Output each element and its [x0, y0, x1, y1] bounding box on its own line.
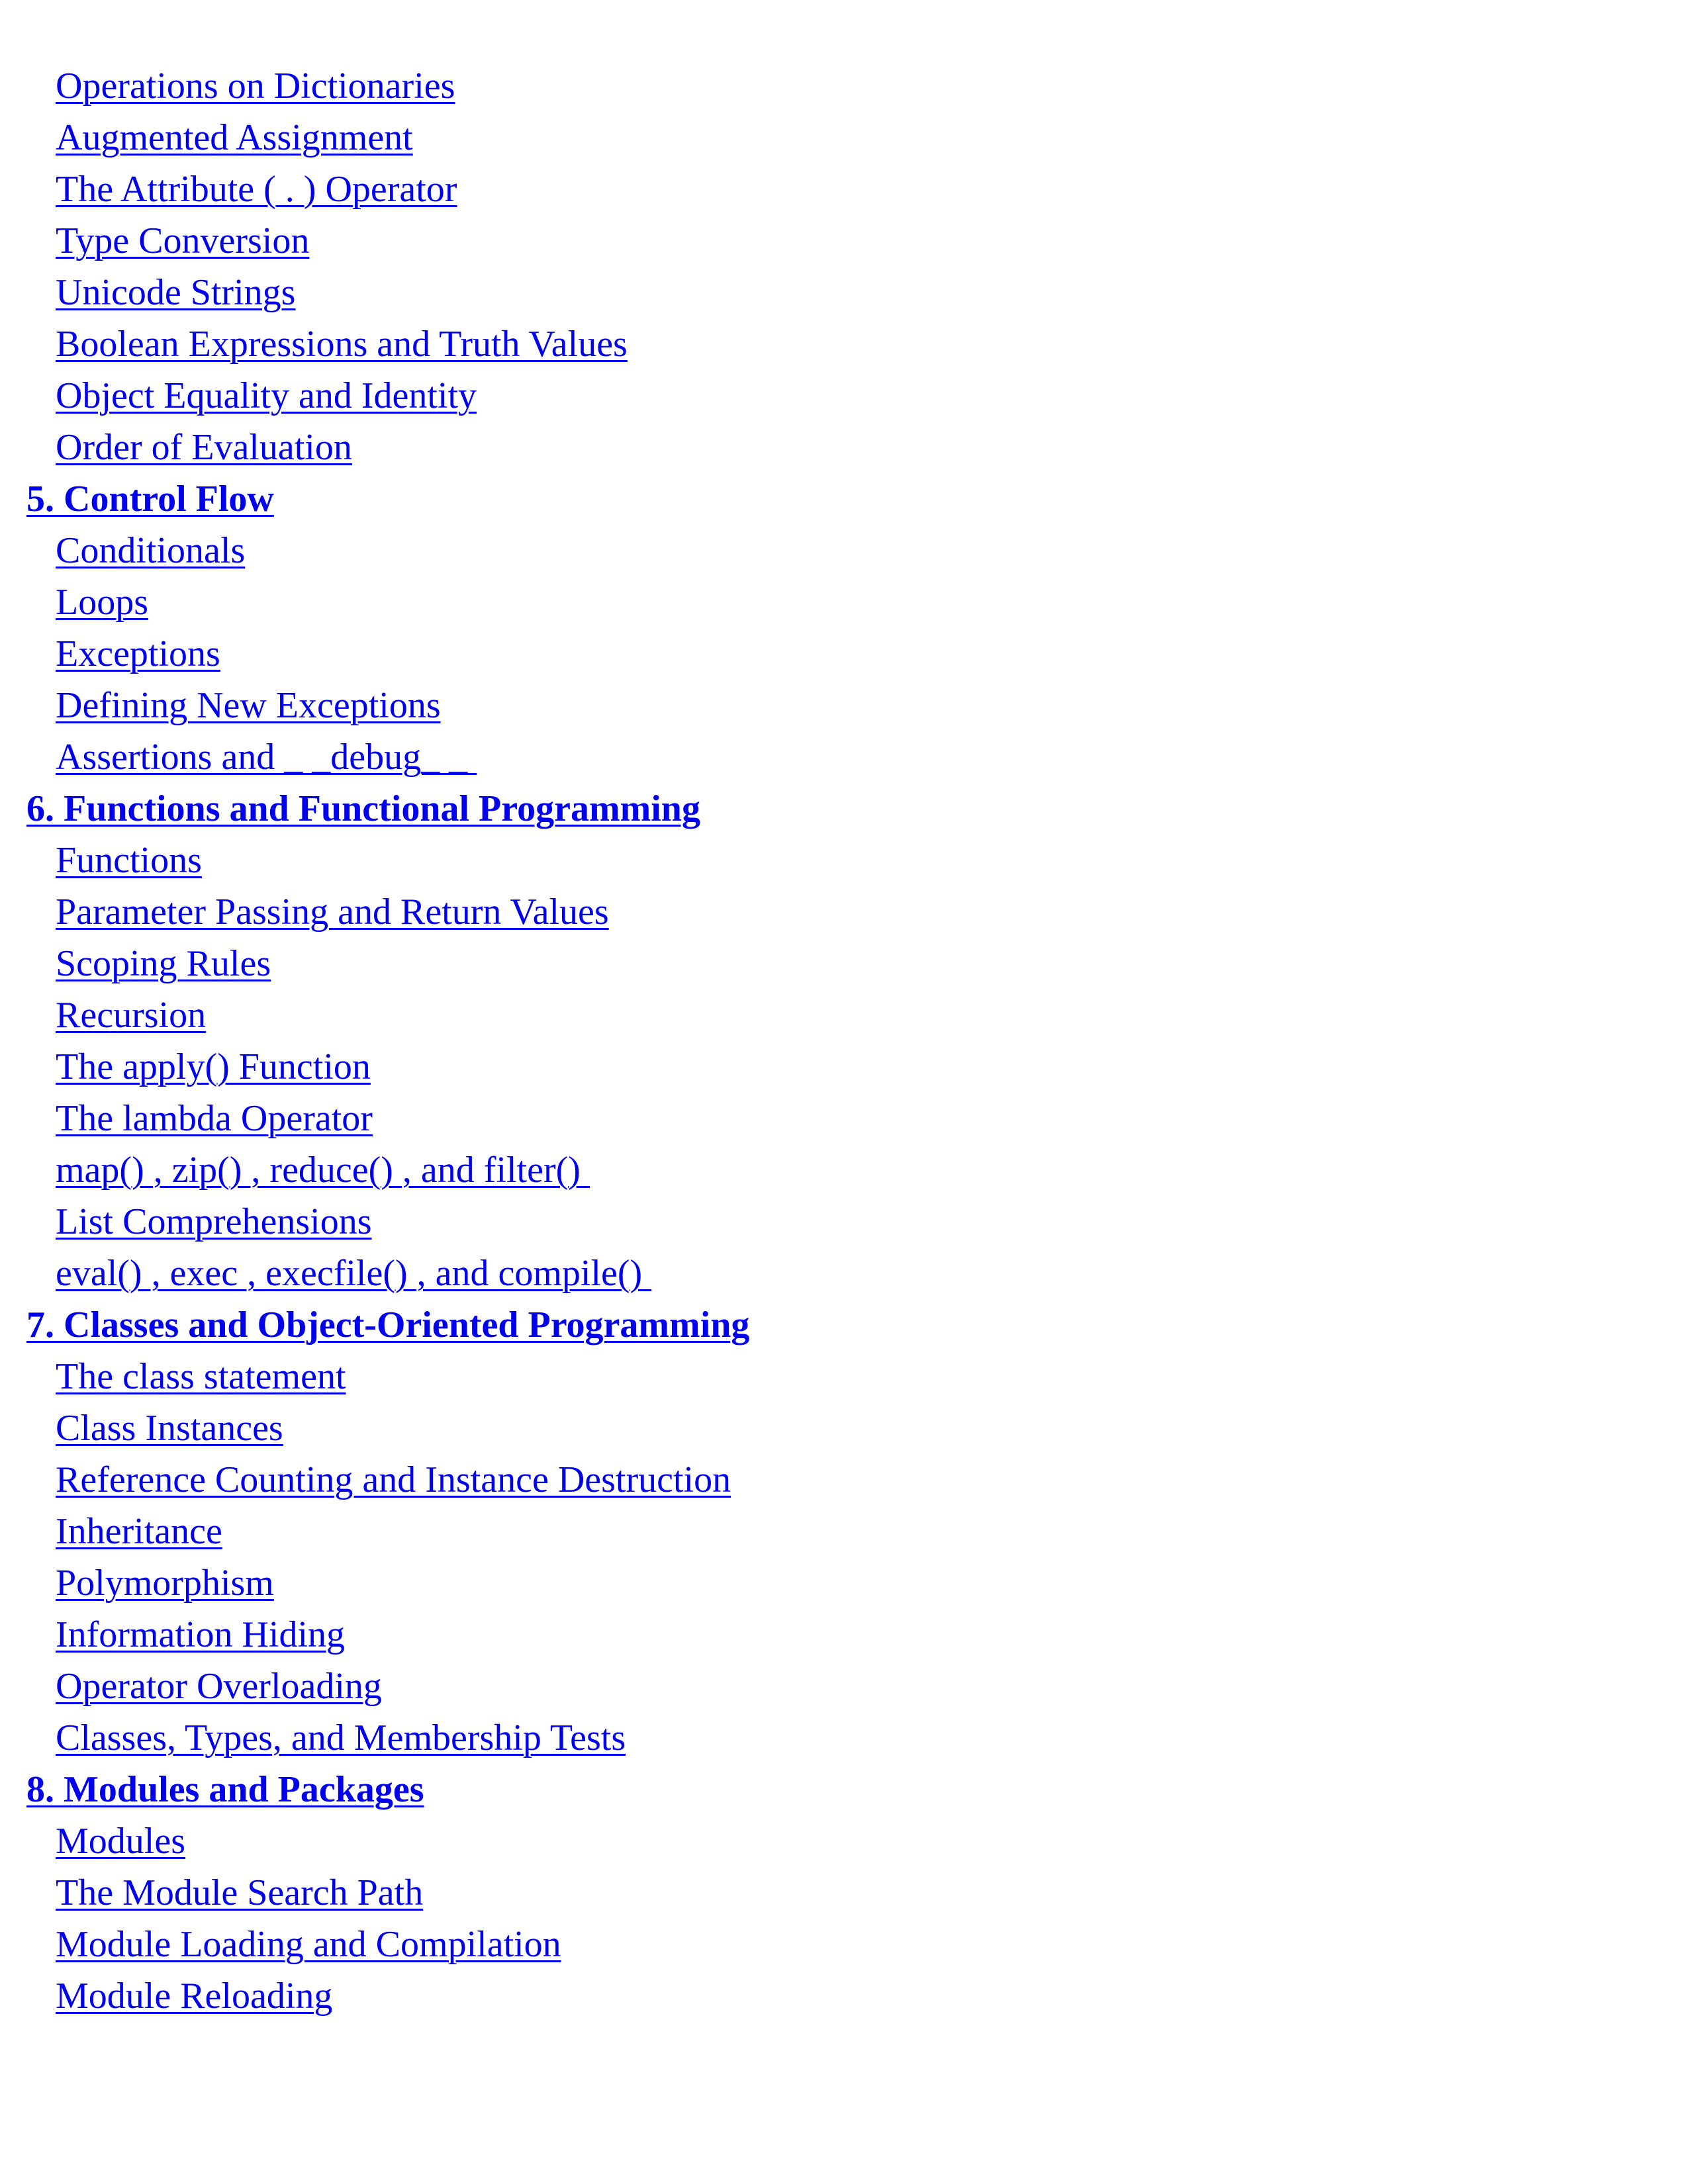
- toc-section-item: [26, 1820, 1615, 1872]
- toc-section-item: [26, 1252, 1615, 1304]
- toc-section-link[interactable]: Assertions and _ _debug_ _: [56, 737, 477, 778]
- toc-section-link[interactable]: eval() , exec , execfile() , and compile(): [56, 1253, 652, 1294]
- toc-section-item: [26, 375, 1615, 426]
- toc-chapter-item: [26, 1768, 1615, 1820]
- toc-section-item: [26, 116, 1615, 168]
- toc-section-link[interactable]: Object Equality and Identity: [56, 375, 477, 416]
- toc-section-item: [26, 942, 1615, 994]
- toc-section-item: [26, 168, 1615, 220]
- toc-section-item: [26, 1923, 1615, 1975]
- toc-section-item: [26, 1201, 1615, 1252]
- toc-section-link[interactable]: map() , zip() , reduce() , and filter(): [56, 1150, 590, 1191]
- toc-section-item: [26, 581, 1615, 633]
- toc-chapter-item: [26, 478, 1615, 529]
- toc-section-link[interactable]: The lambda Operator: [56, 1098, 373, 1139]
- toc-section-item: [26, 1562, 1615, 1614]
- toc-section-item: [26, 1046, 1615, 1097]
- toc-section-link[interactable]: Scoping Rules: [56, 943, 271, 984]
- toc-chapter-link[interactable]: 6. Functions and Functional Programming: [26, 788, 700, 829]
- toc-section-link[interactable]: Type Conversion: [56, 220, 310, 261]
- toc-section-item: [26, 839, 1615, 891]
- toc-section-item: [26, 1614, 1615, 1665]
- toc-section-link[interactable]: Exceptions: [56, 633, 220, 674]
- toc-section-link[interactable]: Defining New Exceptions: [56, 685, 441, 726]
- toc-section-link[interactable]: Augmented Assignment: [56, 117, 413, 158]
- toc-chapter-link[interactable]: 8. Modules and Packages: [26, 1769, 424, 1810]
- toc-section-item: [26, 1975, 1615, 2026]
- toc-section-link[interactable]: Class Instances: [56, 1408, 283, 1449]
- toc-chapter-link[interactable]: 7. Classes and Object-Oriented Programming: [26, 1304, 750, 1345]
- toc-section-link[interactable]: Order of Evaluation: [56, 427, 352, 468]
- toc-section-item: [26, 1872, 1615, 1923]
- toc-section-item: [26, 1407, 1615, 1459]
- toc-section-item: [26, 1149, 1615, 1201]
- toc-section-item: [26, 65, 1615, 116]
- toc-section-link[interactable]: Reference Counting and Instance Destruction: [56, 1459, 731, 1500]
- toc-section-item: [26, 736, 1615, 788]
- toc-section-link[interactable]: Module Loading and Compilation: [56, 1924, 561, 1965]
- toc-chapter-item: [26, 788, 1615, 839]
- toc-section-item: [26, 1717, 1615, 1768]
- toc-section-link[interactable]: Modules: [56, 1821, 185, 1862]
- toc-section-item: [26, 1097, 1615, 1149]
- toc-section-item: [26, 1355, 1615, 1407]
- toc-section-item: [26, 891, 1615, 942]
- toc-section-link[interactable]: The Module Search Path: [56, 1872, 424, 1913]
- toc-section-item: [26, 529, 1615, 581]
- toc-section-link[interactable]: Parameter Passing and Return Values: [56, 891, 609, 933]
- toc-section-item: [26, 1459, 1615, 1510]
- toc-section-link[interactable]: Information Hiding: [56, 1614, 346, 1655]
- toc-section-item: [26, 1665, 1615, 1717]
- toc-section-item: [26, 684, 1615, 736]
- toc-section-item: [26, 323, 1615, 375]
- toc-section-item: [26, 220, 1615, 271]
- toc-section-link[interactable]: Classes, Types, and Membership Tests: [56, 1717, 626, 1758]
- toc-section-link[interactable]: Polymorphism: [56, 1563, 274, 1604]
- toc-chapter-item: [26, 1304, 1615, 1355]
- toc-section-item: [26, 271, 1615, 323]
- toc-section-link[interactable]: The apply() Function: [56, 1046, 371, 1087]
- toc-section-link[interactable]: Operator Overloading: [56, 1666, 382, 1707]
- toc-section-link[interactable]: Operations on Dictionaries: [56, 66, 455, 107]
- toc-section-link[interactable]: Functions: [56, 840, 202, 881]
- table-of-contents: [26, 65, 1615, 2026]
- toc-section-item: [26, 426, 1615, 478]
- toc-chapter-link[interactable]: 5. Control Flow: [26, 478, 274, 520]
- toc-section-link[interactable]: Conditionals: [56, 530, 246, 571]
- toc-section-link[interactable]: Unicode Strings: [56, 272, 296, 313]
- toc-section-link[interactable]: List Comprehensions: [56, 1201, 372, 1242]
- toc-section-link[interactable]: The class statement: [56, 1356, 346, 1397]
- toc-section-link[interactable]: Boolean Expressions and Truth Values: [56, 324, 628, 365]
- toc-section-item: [26, 633, 1615, 684]
- toc-section-link[interactable]: Inheritance: [56, 1511, 222, 1552]
- toc-section-link[interactable]: Recursion: [56, 995, 207, 1036]
- toc-section-link[interactable]: Loops: [56, 582, 148, 623]
- toc-section-item: [26, 994, 1615, 1046]
- toc-section-link[interactable]: The Attribute ( . ) Operator: [56, 169, 457, 210]
- toc-section-link[interactable]: Module Reloading: [56, 1976, 333, 2017]
- toc-section-item: [26, 1510, 1615, 1562]
